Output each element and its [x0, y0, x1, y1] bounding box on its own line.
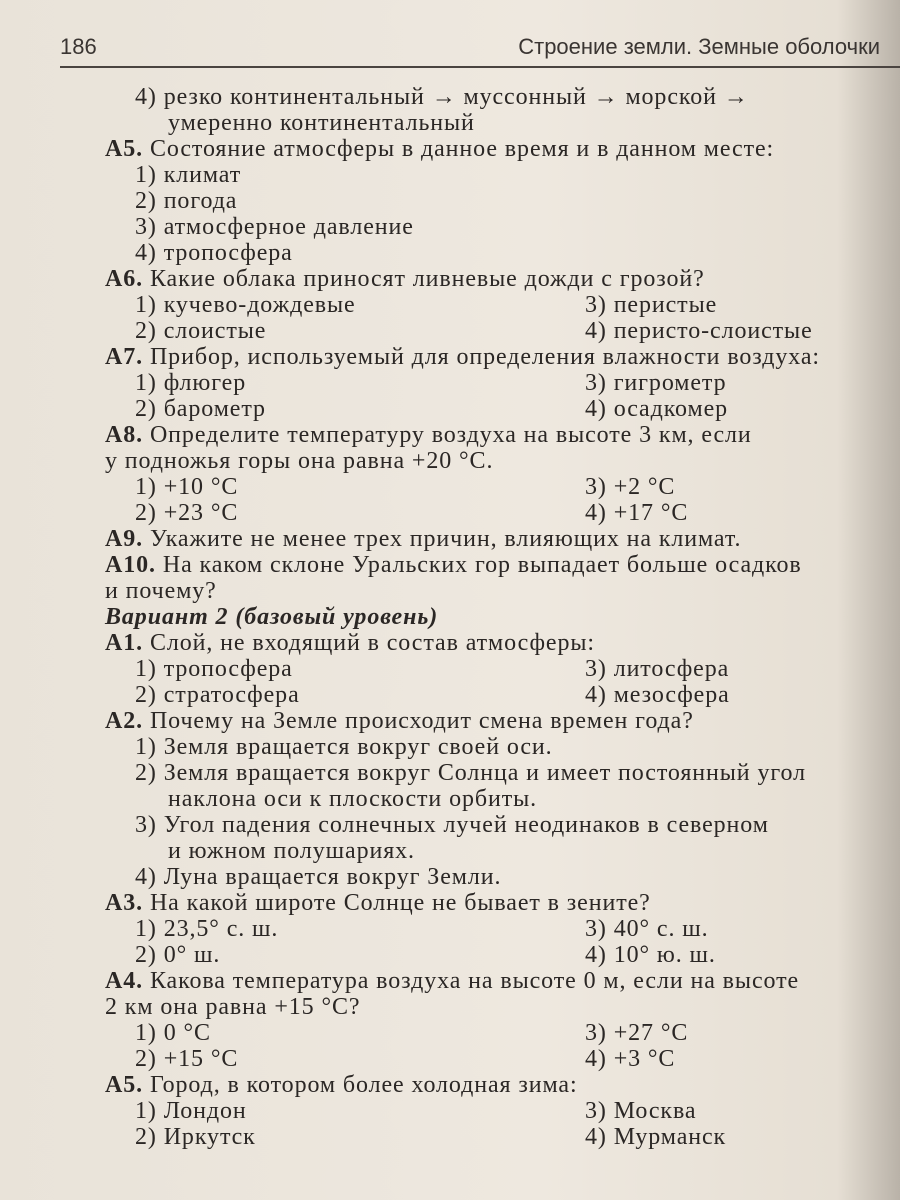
options-row	[105, 370, 900, 396]
question-number: А5.	[105, 136, 144, 162]
question-text: Укажите не менее трех причин, влияющих на климат.	[149, 526, 742, 552]
options-row	[105, 1098, 900, 1124]
answer-option: 3) гигрометр	[585, 370, 727, 396]
answer-option: 2) погода	[135, 188, 238, 214]
question-number: А4.	[105, 968, 144, 994]
question-text-line	[105, 552, 900, 578]
answer-option: 4) резко континентальный → муссонный → морской →	[135, 84, 749, 110]
answer-option: 3) +2 °С	[585, 474, 676, 500]
question-number: А10.	[105, 552, 156, 578]
question-block	[105, 422, 900, 526]
answer-option: 1) Земля вращается вокруг своей оси.	[135, 734, 553, 760]
answer-option: 1) 23,5° с. ш.	[135, 916, 279, 942]
question-text-line	[105, 266, 900, 292]
option-continuation	[105, 84, 900, 136]
answer-option: 4) +17 °С	[585, 500, 689, 526]
question-number: А9.	[105, 526, 144, 552]
page-content	[105, 84, 900, 1150]
options-row	[105, 292, 900, 318]
options-row	[105, 500, 900, 526]
question-text-line	[105, 1072, 900, 1098]
answer-option: 2) слоистые	[135, 318, 267, 344]
question-number: А8.	[105, 422, 144, 448]
answer-option: 3) Москва	[585, 1098, 697, 1124]
question-text-line	[105, 708, 900, 734]
question-text: На каком склоне Уральских гор выпадает больше осадков	[162, 552, 802, 578]
answer-option: 3) атмосферное давление	[135, 214, 414, 240]
question-text: Какие облака приносят ливневые дожди с грозой?	[149, 266, 705, 292]
answer-option: 1) тропосфера	[135, 656, 293, 682]
question-text-line	[105, 422, 900, 448]
options-row	[105, 656, 900, 682]
answer-option: 1) климат	[135, 162, 242, 188]
options-row	[105, 474, 900, 500]
question-number: А2.	[105, 708, 144, 734]
question-text-line	[105, 578, 900, 604]
options-row	[105, 1124, 900, 1150]
question-text: На какой широте Солнце не бывает в зените?	[149, 890, 651, 916]
question-text: и почему?	[105, 578, 217, 604]
answer-option: 2) стратосфера	[135, 682, 300, 708]
answer-option: 3) 40° с. ш.	[585, 916, 709, 942]
answer-option: 1) 0 °С	[135, 1020, 211, 1046]
answer-option: 4) 10° ю. ш.	[585, 942, 716, 968]
options-row	[105, 396, 900, 422]
question-text: Определите температуру воздуха на высоте 3 км, если	[149, 422, 752, 448]
running-title: Строение земли. Земные оболочки	[518, 34, 880, 59]
answer-option: умеренно континентальный	[168, 110, 475, 136]
options-row	[105, 682, 900, 708]
answer-option: 2) +23 °С	[135, 500, 239, 526]
options-row	[105, 318, 900, 344]
question-block	[105, 266, 900, 344]
question-block	[105, 526, 900, 552]
page-number: 186	[60, 34, 97, 59]
question-text-line	[105, 448, 900, 474]
answer-option: 4) перисто-слоистые	[585, 318, 813, 344]
question-text-line	[105, 994, 900, 1020]
question-text: Почему на Земле происходит смена времен года?	[149, 708, 694, 734]
options-row	[105, 916, 900, 942]
question-text-line	[105, 344, 900, 370]
question-text-line	[105, 526, 900, 552]
question-number: А5.	[105, 1072, 144, 1098]
question-text: у подножья горы она равна +20 °С.	[105, 448, 494, 474]
answer-option: 1) кучево-дождевые	[135, 292, 356, 318]
heading-text: Вариант 2 (базовый уровень)	[105, 604, 439, 630]
question-number: А7.	[105, 344, 144, 370]
answer-option: 2) Земля вращается вокруг Солнца и имеет постоянный угол	[135, 760, 806, 786]
options-row	[105, 942, 900, 968]
question-text: Состояние атмосферы в данное время и в данном месте:	[149, 136, 775, 162]
question-text: Город, в котором более холодная зима:	[149, 1072, 578, 1098]
question-block	[105, 552, 900, 604]
question-text: Какова температура воздуха на высоте 0 м, если на высоте	[149, 968, 800, 994]
question-text-line	[105, 890, 900, 916]
answer-option: 2) Иркутск	[135, 1124, 256, 1150]
question-block	[105, 708, 900, 890]
options-row	[105, 1020, 900, 1046]
answer-option: 2) +15 °С	[135, 1046, 239, 1072]
answer-option: 1) Лондон	[135, 1098, 247, 1124]
answer-option: 1) +10 °С	[135, 474, 239, 500]
question-text: Слой, не входящий в состав атмосферы:	[149, 630, 595, 656]
answer-option: наклона оси к плоскости орбиты.	[168, 786, 538, 812]
question-text: Прибор, используемый для определения влажности воздуха:	[149, 344, 820, 370]
question-block	[105, 630, 900, 708]
question-block	[105, 968, 900, 1072]
answer-option: 4) тропосфера	[135, 240, 293, 266]
question-text-line	[105, 968, 900, 994]
question-number: А1.	[105, 630, 144, 656]
answer-option: 4) Мурманск	[585, 1124, 727, 1150]
answer-option: 2) 0° ш.	[135, 942, 221, 968]
answer-option: 4) мезосфера	[585, 682, 730, 708]
answer-option: 2) барометр	[135, 396, 266, 422]
question-text-line	[105, 136, 900, 162]
question-number: А6.	[105, 266, 144, 292]
answer-option: 4) осадкомер	[585, 396, 729, 422]
question-block	[105, 344, 900, 422]
answer-option: 3) перистые	[585, 292, 718, 318]
options-row	[105, 1046, 900, 1072]
answer-option: 3) Угол падения солнечных лучей неодинаков в северном	[135, 812, 769, 838]
question-block	[105, 890, 900, 968]
answer-option: и южном полушариях.	[168, 838, 415, 864]
answer-option: 3) +27 °С	[585, 1020, 689, 1046]
answer-option: 3) литосфера	[585, 656, 730, 682]
question-text: 2 км она равна +15 °С?	[105, 994, 361, 1020]
question-block	[105, 136, 900, 266]
question-number: А3.	[105, 890, 144, 916]
answer-option: 4) Луна вращается вокруг Земли.	[135, 864, 502, 890]
question-text-line	[105, 630, 900, 656]
variant-heading	[105, 604, 900, 630]
header-rule	[60, 66, 900, 68]
page-header	[60, 34, 900, 66]
answer-option: 4) +3 °С	[585, 1046, 676, 1072]
question-block	[105, 1072, 900, 1150]
answer-option: 1) флюгер	[135, 370, 247, 396]
